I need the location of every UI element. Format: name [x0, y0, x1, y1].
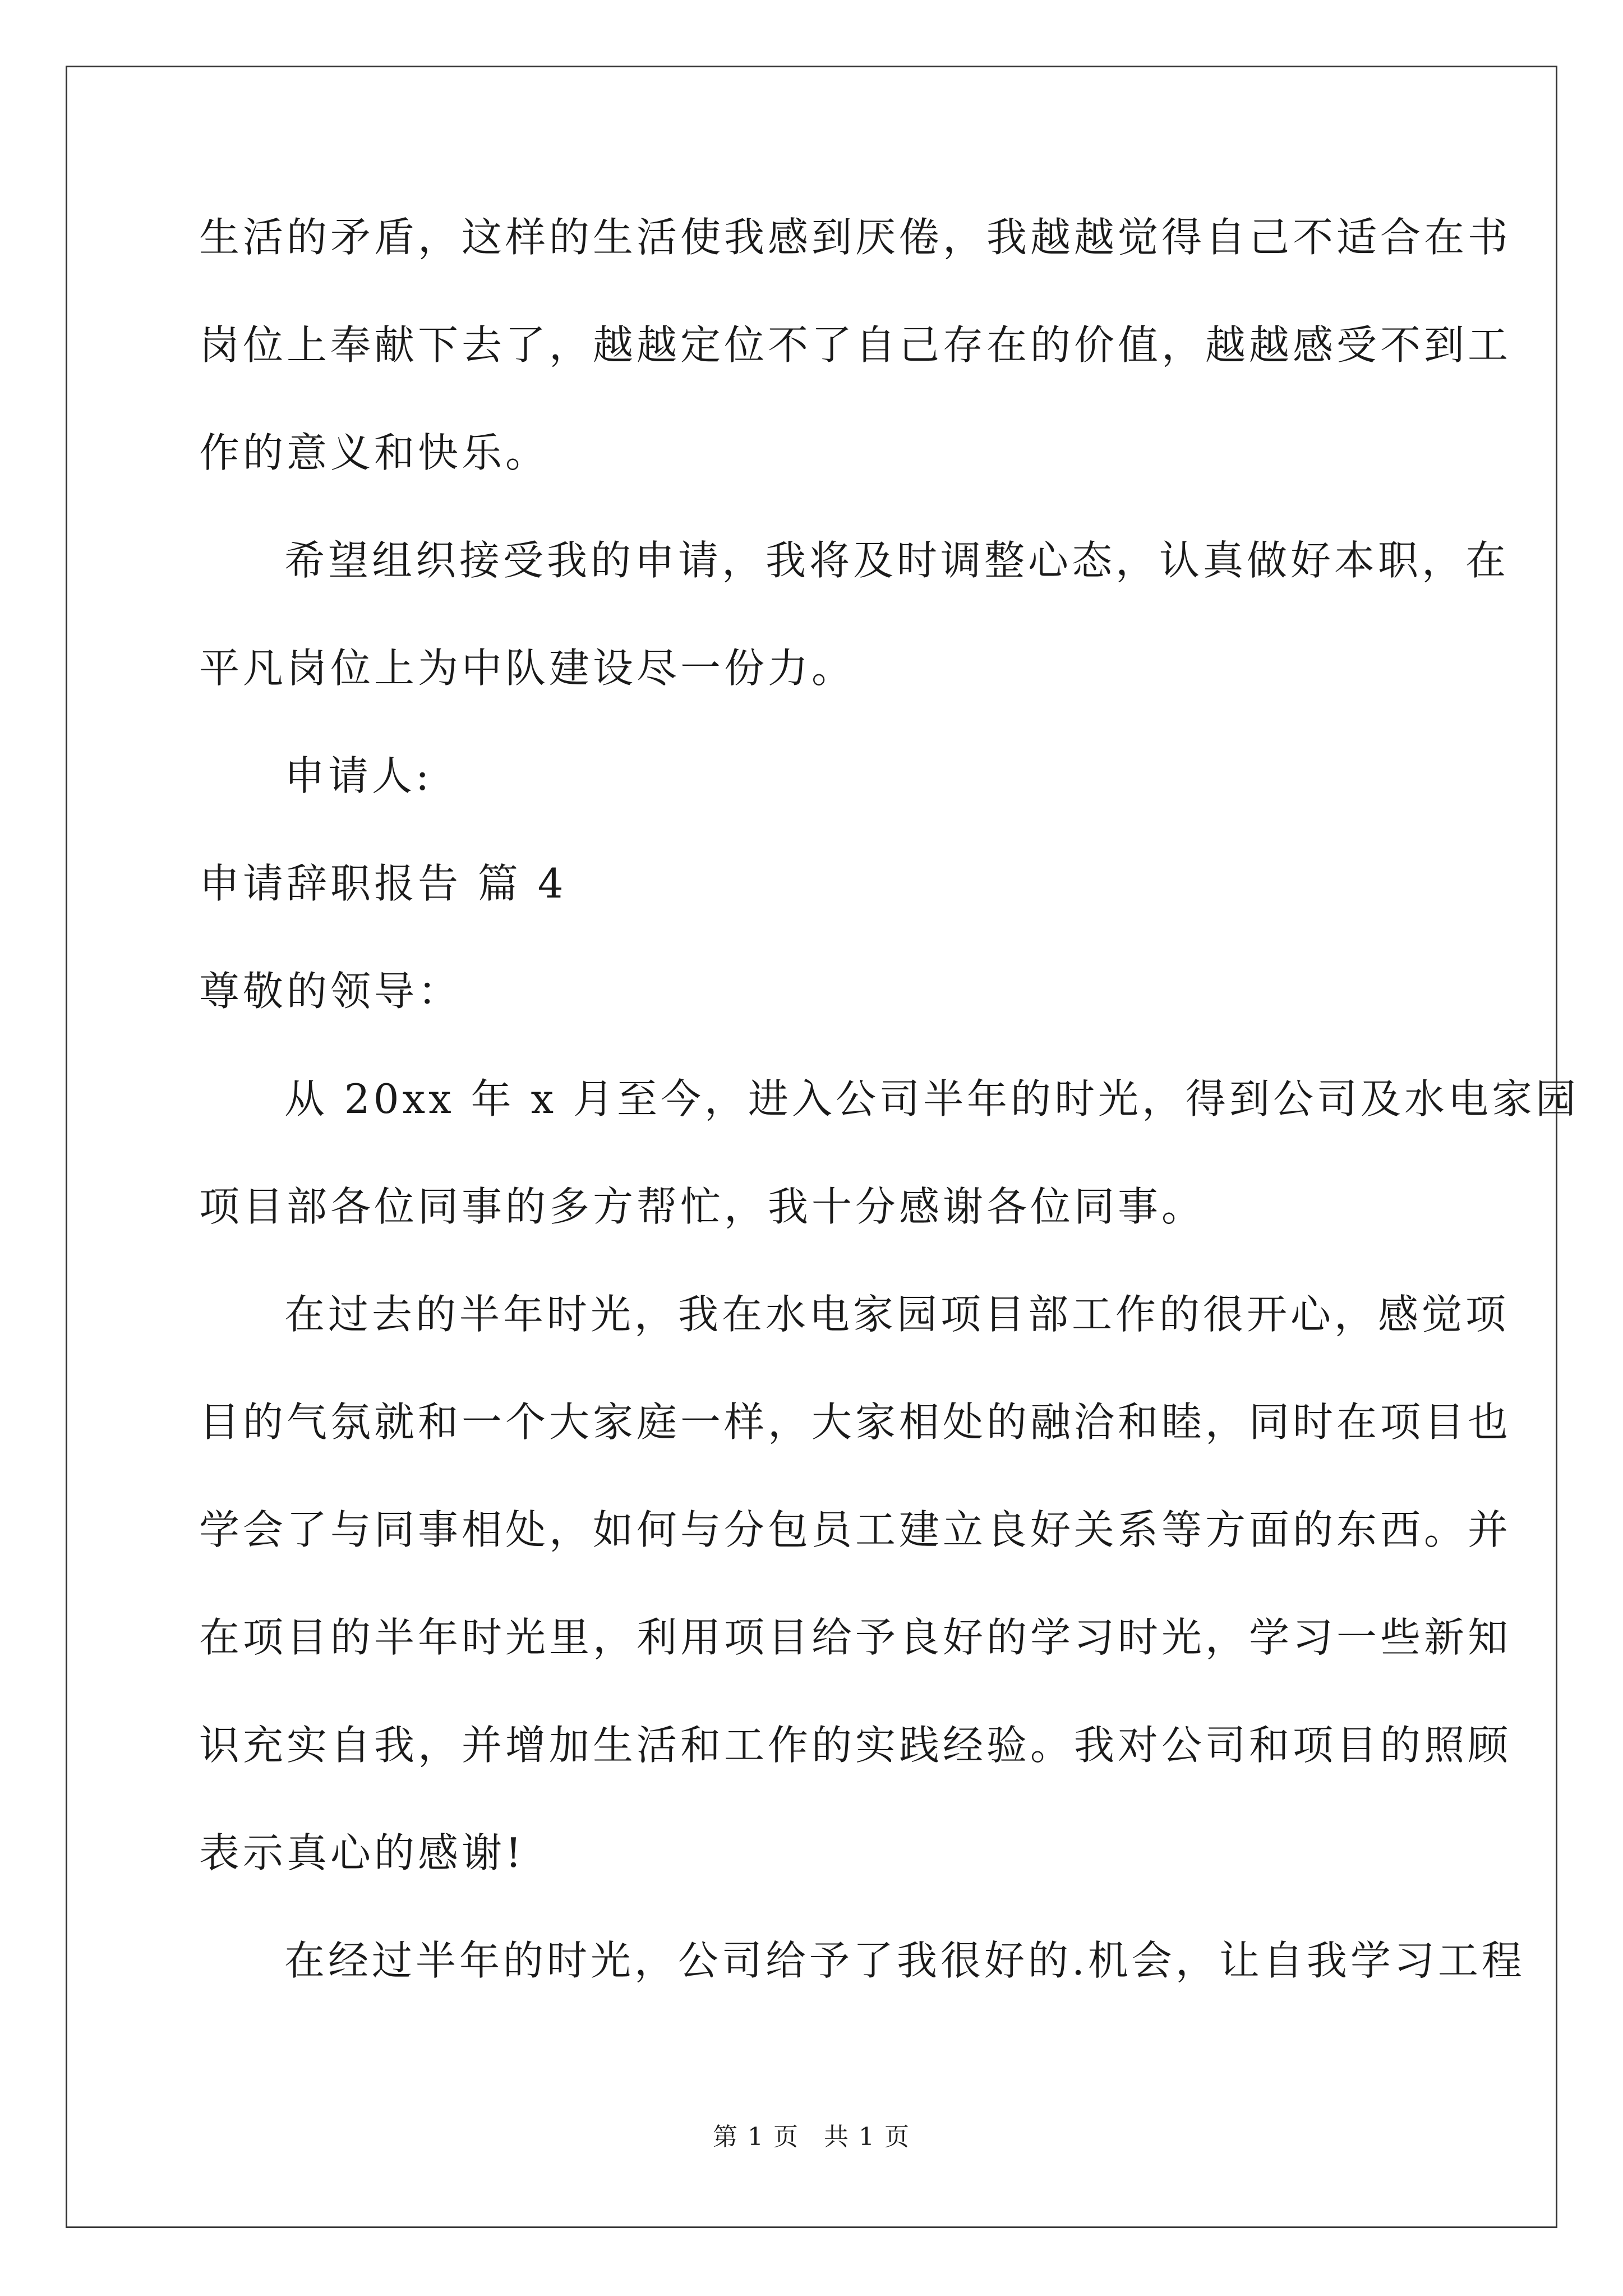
page-number: 第 1 页 [713, 2123, 799, 2151]
page-total: 共 1 页 [824, 2123, 910, 2151]
paragraph-start: 希望组织接受我的申请，我将及时调整心态，认真做好本职，在 [284, 537, 1510, 584]
text-line: 表示真心的感谢! [199, 1829, 525, 1876]
paragraph-start: 在过去的半年时光，我在水电家园项目部工作的很开心，感觉项 [284, 1291, 1510, 1338]
text-line: 岗位上奉献下去了，越越定位不了自己存在的价值，越越感受不到工 [199, 321, 1512, 369]
document-body [199, 214, 1579, 1984]
page-footer [0, 2123, 1623, 2151]
text-line: 项目部各位同事的多方帮忙，我十分感谢各位同事。 [199, 1183, 1206, 1230]
paragraph-start: 从 20xx 年 x 月至今，进入公司半年的时光，得到公司及水电家园 [284, 1075, 1579, 1122]
text-line: 目的气氛就和一个大家庭一样，大家相处的融洽和睦，同时在项目也 [199, 1398, 1512, 1446]
text-line: 识充实自我，并增加生活和工作的实践经验。我对公司和项目的照顾 [199, 1722, 1512, 1769]
applicant-label: 申请人: [284, 752, 433, 799]
text-line: 学会了与同事相处，如何与分包员工建立良好关系等方面的东西。并 [199, 1506, 1512, 1553]
text-line: 生活的矛盾，这样的生活使我感到厌倦，我越越觉得自己不适合在书 [199, 214, 1512, 261]
text-line: 作的意义和快乐。 [199, 429, 550, 476]
paragraph-start: 在经过半年的时光，公司给予了我很好的.机会，让自我学习工程 [284, 1937, 1525, 1984]
text-line: 平凡岗位上为中队建设尽一份力。 [199, 645, 856, 692]
salutation: 尊敬的领导： [199, 968, 462, 1015]
section-heading: 申请辞职报告 篇 4 [199, 860, 567, 907]
text-line: 在项目的半年时光里，利用项目给予良好的学习时光，学习一些新知 [199, 1614, 1512, 1661]
